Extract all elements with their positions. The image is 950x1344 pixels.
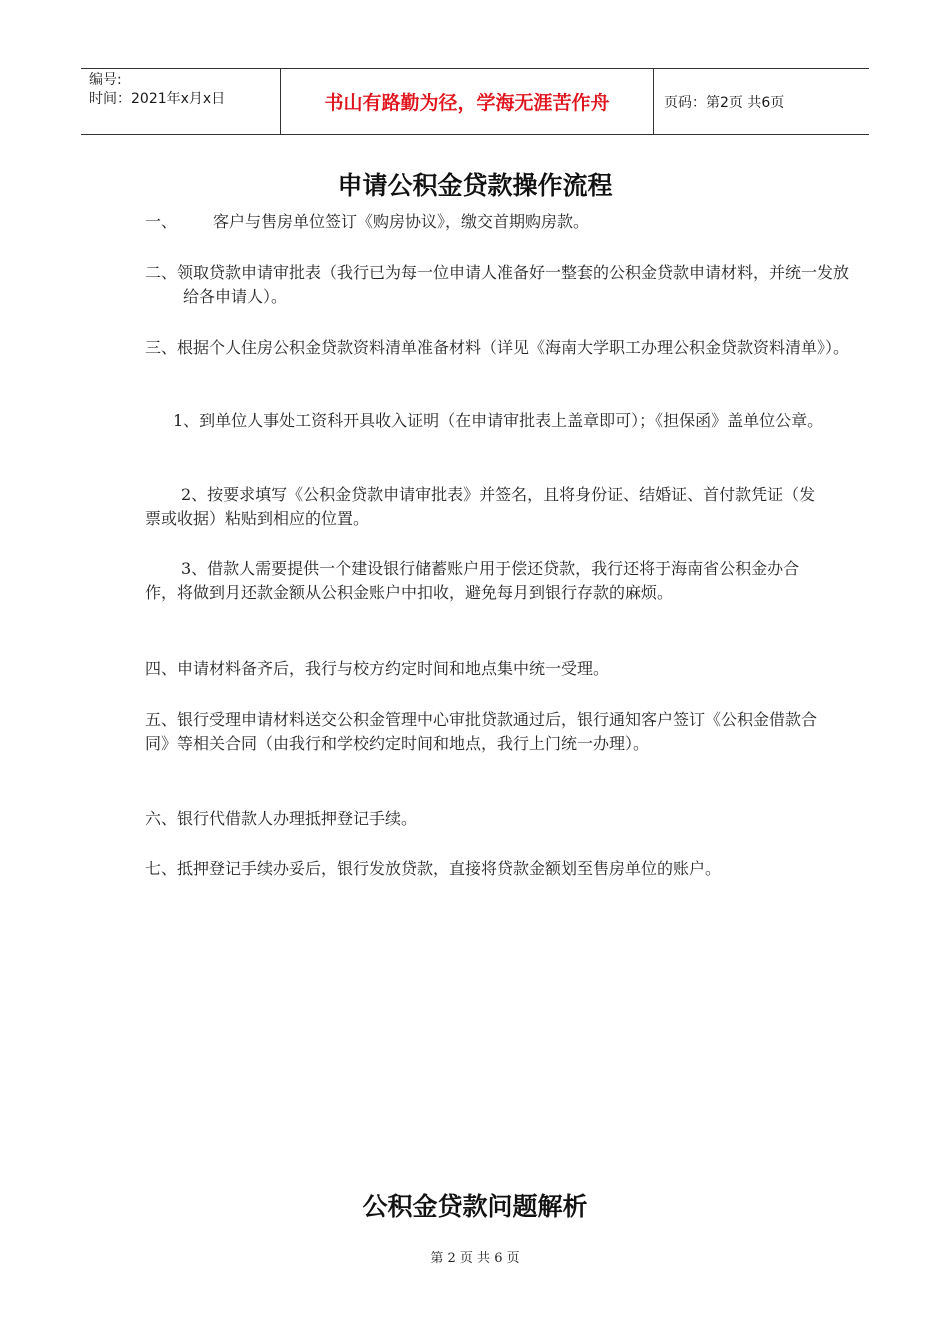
step-1-text: 客户与售房单位签订《购房协议》，缴交首期购房款。 bbox=[213, 212, 590, 231]
step-7: 七、抵押登记手续办妥后，银行发放贷款，直接将贷款金额划至售房单位的账户。 bbox=[145, 859, 722, 878]
header-page-cell bbox=[654, 69, 869, 134]
page-header bbox=[81, 68, 869, 135]
substep-3: 3、借款人需要提供一个建设银行储蓄账户用于偿还贷款，我行还将于海南省公积金办合作，将做到月还款金额从公积金账户中扣收，避免每月到银行存款的麻烦。 bbox=[145, 559, 800, 602]
substep-2: 2、按要求填写《公积金贷款申请审批表》并签名，且将身份证、结婚证、首付款凭证（发票或收据）粘贴到相应的位置。 bbox=[145, 485, 816, 528]
step-4: 四、申请材料备齐后，我行与校方约定时间和地点集中统一受理。 bbox=[145, 659, 610, 678]
header-motto: 书山有路勤为径，学海无涯苦作舟 bbox=[324, 92, 610, 114]
step-1-number: 一、 bbox=[145, 212, 178, 231]
step-1 bbox=[145, 210, 825, 234]
header-motto-cell bbox=[281, 69, 654, 134]
substep-1: 1、到单位人事处工资科开具收入证明（在申请审批表上盖章即可）；《担保函》盖单位公章。 bbox=[173, 411, 824, 430]
step-3: 三、根据个人住房公积金贷款资料清单准备材料（详见《海南大学职工办理公积金贷款资料清单》）。 bbox=[145, 338, 850, 357]
number-label: 编号: bbox=[89, 72, 122, 88]
header-page-info: 页码：第2页 共6页 bbox=[664, 94, 785, 111]
step-5: 五、银行受理申请材料送交公积金管理中心审批贷款通过后，银行通知客户签订《公积金借款合同》等相关合同（由我行和学校约定时间和地点，我行上门统一办理）。 bbox=[145, 710, 818, 753]
time-label: 时间：2021年x月x日 bbox=[89, 91, 226, 107]
page-footer: 第 2 页 共 6 页 bbox=[430, 1251, 520, 1266]
section-2-title: 公积金贷款问题解析 bbox=[362, 1192, 588, 1221]
header-meta bbox=[81, 69, 281, 134]
step-6: 六、银行代借款人办理抵押登记手续。 bbox=[145, 809, 418, 828]
document-title: 申请公积金贷款操作流程 bbox=[337, 171, 613, 200]
step-2: 二、领取贷款申请审批表（我行已为每一位申请人准备好一整套的公积金贷款申请材料，并统一发放给各申请人）。 bbox=[145, 263, 850, 306]
